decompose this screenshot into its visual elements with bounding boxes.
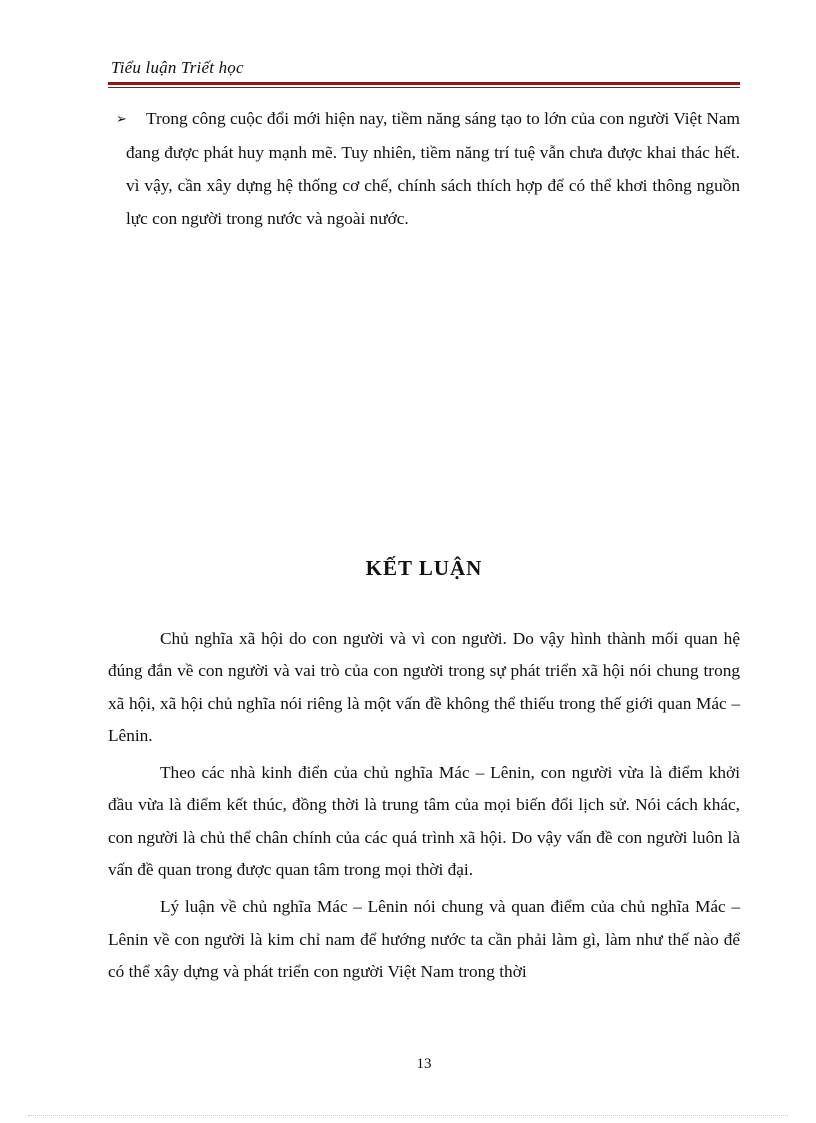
header-rule-thin: [108, 87, 740, 88]
paragraph: Chủ nghĩa xã hội do con người và vì con người. Do vậy hình thành mối quan hệ đúng đắn về con người và vai trò của con người trong sự phát triển xã hội nói chung trong xã hội, xã hội chủ nghĩa nói riêng là một vấn đề không thể thiếu trong thế giới quan Mác – Lênin.: [108, 629, 740, 745]
bullet-paragraph: [116, 102, 740, 235]
page-bottom-dotted-line: [28, 1115, 788, 1116]
paragraph: Theo các nhà kinh điển của chủ nghĩa Mác – Lênin, con người vừa là điểm khởi đầu vừa là điểm kết thúc, đồng thời là trung tâm của mọi biến đổi lịch sử. Nói cách khác, con người là chủ thể chân chính của các quá trình xã hội. Do vậy vấn đề con người luôn là vấn đề quan trong được quan tâm trong mọi thời đại.: [108, 763, 740, 880]
bullet-text: Trong công cuộc đổi mới hiện nay, tiềm năng sáng tạo to lớn của con người Việt Nam đang được phát huy mạnh mẽ. Tuy nhiên, tiềm năng trí tuệ vẫn chưa được khai thác hết. vì vậy, cần xây dựng hệ thống cơ chế, chính sách thích hợp để có thể khơi thông nguồn lực con người trong nước và ngoài nước.: [126, 109, 740, 228]
section-heading: KẾT LUẬN: [365, 556, 483, 580]
paragraph: Lý luận về chủ nghĩa Mác – Lênin nói chung và quan điểm của chủ nghĩa Mác – Lênin về con người là kim chỉ nam để hướng nước ta cần phải làm gì, làm như thế nào để có thể xây dựng và phát triển con người Việt Nam trong thời: [108, 897, 740, 981]
running-header-title: Tiểu luận Triết học: [111, 58, 244, 77]
page-number: 13: [416, 1056, 432, 1072]
conclusion-body: [108, 623, 740, 993]
arrow-bullet-icon: ➢: [116, 112, 127, 127]
header-rule-thick: [108, 82, 740, 85]
